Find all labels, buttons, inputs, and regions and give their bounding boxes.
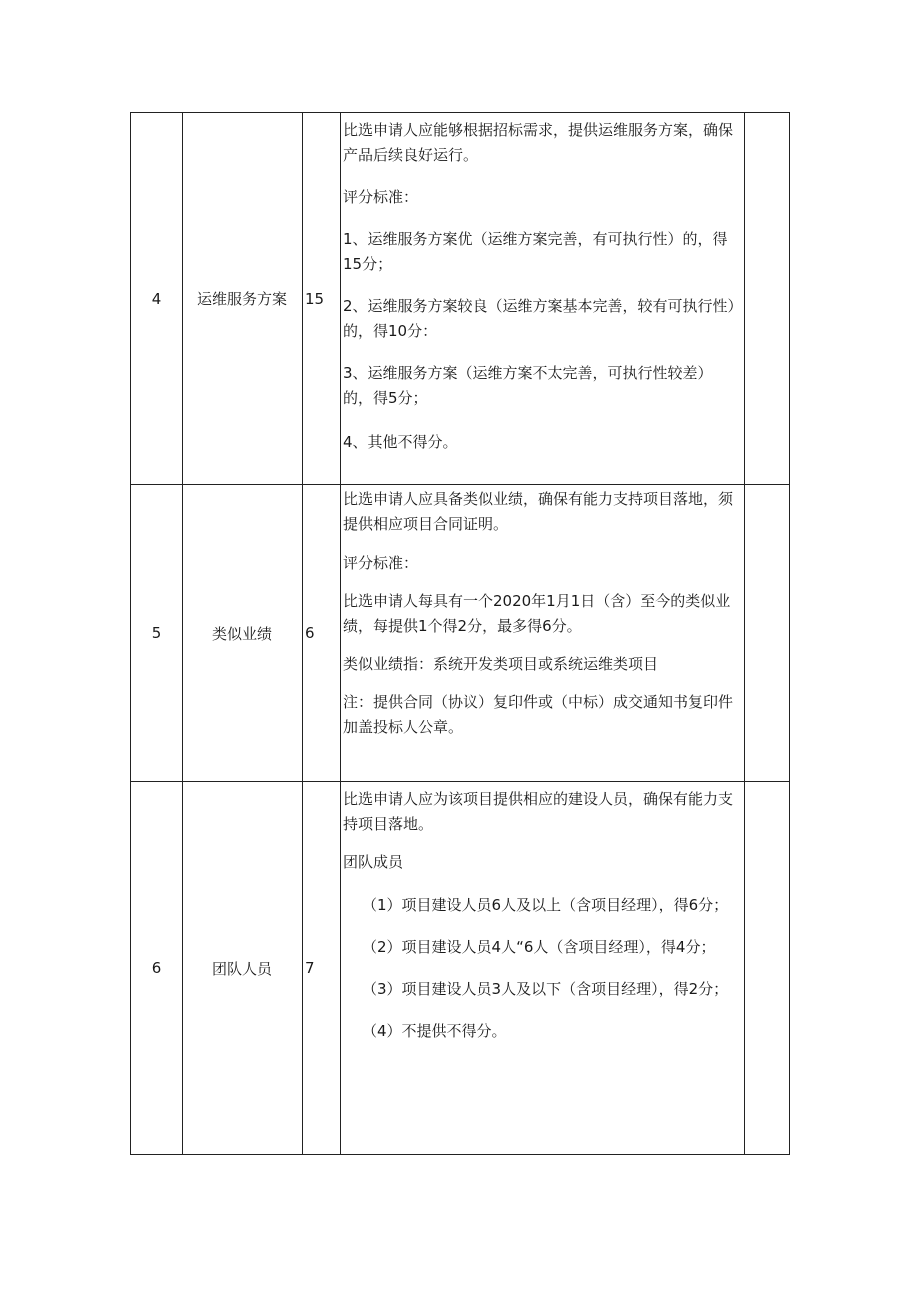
criteria-text: （2）项目建设人员4人“6人（含项目经理），得4分； [362, 938, 716, 956]
criteria-text: （1）项目建设人员6人及以上（含项目经理），得6分； [362, 896, 729, 914]
criteria-text: （4）不提供不得分。 [362, 1022, 507, 1040]
item-name: 运维服务方案 [196, 290, 287, 308]
criteria-text: 4、其他不得分。 [343, 433, 458, 451]
criteria-text: （3）项目建设人员3人及以下（含项目经理），得2分； [362, 980, 729, 998]
criteria-text: 团队成员 [343, 853, 404, 871]
criteria-text: 比选申请人应具备类似业绩，确保有能力支持项目落地，须提供相应项目合同证明。 [343, 490, 734, 533]
criteria-text: 1、运维服务方案优（运维方案完善，有可执行性）的，得15分； [343, 230, 728, 273]
scoring-criteria [342, 485, 742, 781]
row-number: 4 [151, 289, 162, 308]
scoring-criteria [342, 782, 742, 1154]
table-row [131, 485, 789, 782]
item-score: 15 [305, 289, 325, 308]
criteria-text: 比选申请人应能够根据招标需求，提供运维服务方案，确保产品后续良好运行。 [343, 121, 734, 164]
criteria-text: 类似业绩指：系统开发类项目或系统运维类项目 [343, 655, 659, 673]
table-row [131, 113, 789, 485]
criteria-text: 2、运维服务方案较良（运维方案基本完善，较有可执行性）的，得10分： [343, 297, 736, 340]
item-score: 6 [305, 624, 315, 642]
item-name: 类似业绩 [211, 624, 272, 643]
criteria-text: 评分标准： [343, 188, 419, 206]
criteria-text: 注：提供合同（协议）复印件或（中标）成交通知书复印件加盖投标人公章。 [343, 693, 734, 736]
criteria-text: 比选申请人应为该项目提供相应的建设人员，确保有能力支持项目落地。 [343, 790, 734, 833]
criteria-text: 比选申请人每具有一个2020年1月1日（含）至今的类似业绩，每提供1个得2分，最多得6分。 [343, 592, 731, 635]
criteria-text: 3、运维服务方案（运维方案不太完善，可执行性较差）的，得5分； [343, 364, 713, 407]
table-row [131, 782, 789, 1154]
item-name: 团队人员 [211, 959, 272, 978]
row-number: 5 [151, 624, 162, 642]
row-number: 6 [151, 959, 162, 977]
item-score: 7 [305, 959, 315, 977]
criteria-text: 评分标准： [343, 554, 419, 572]
scoring-criteria [342, 113, 742, 484]
scoring-table [130, 112, 790, 1155]
